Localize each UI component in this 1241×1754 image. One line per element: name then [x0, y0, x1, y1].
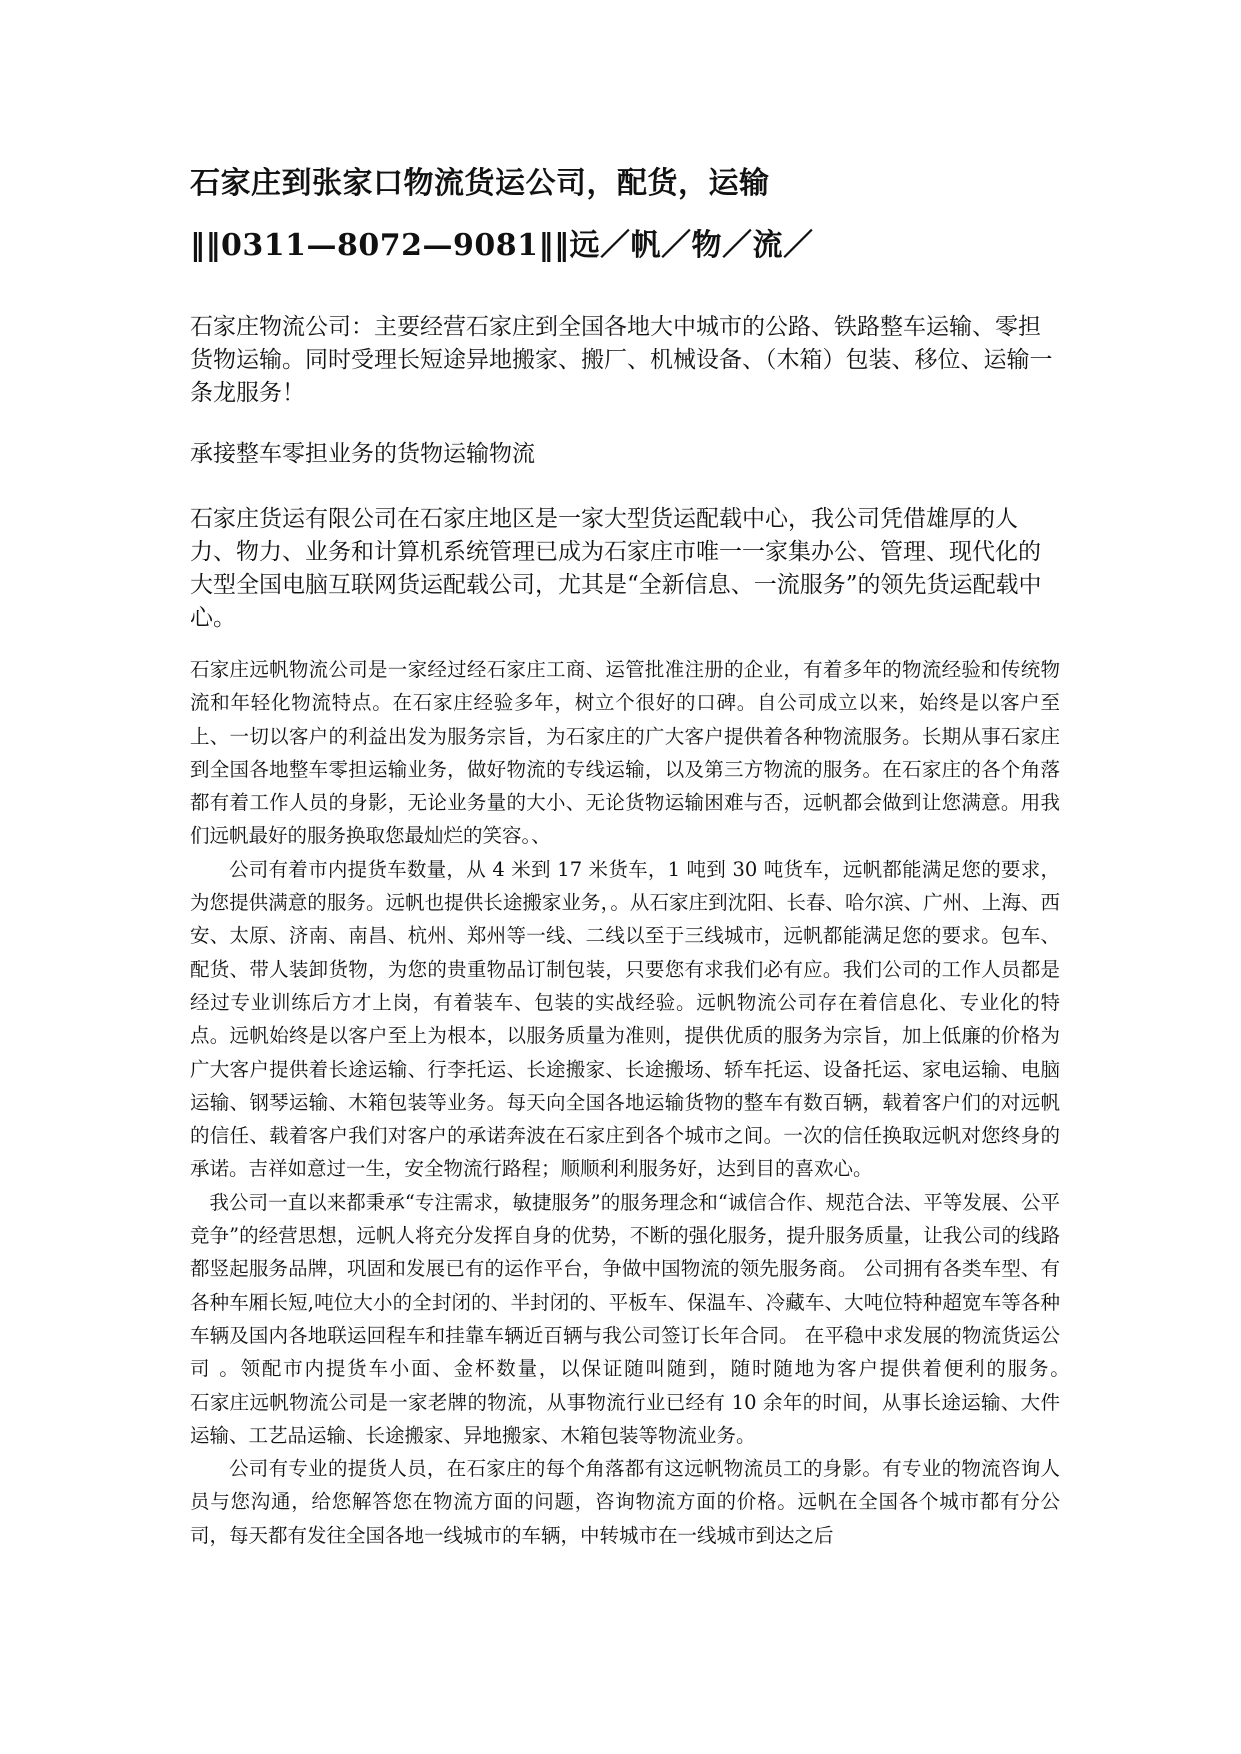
body-text: [190, 653, 1178, 1552]
body-paragraph-2: 公司有着市内提货车数量，从 4 米到 17 米货车，1 吨到 30 吨货车，远帆都能满足您的要求，为您提供满意的服务。远帆也提供长途搬家业务，。从石家庄到沈阳、长春、哈尔滨、广州、上海、西安、太原、济南、南昌、杭州、郑州等一线、二线以至于三线城市，远帆都能满足您的要求。包车、配货、带人装卸货物，为您的贵重物品订制包装，只要您有求我们必有应。我们公司的工作人员都是经过专业训练后方才上岗，有着装车、包装的实战经验。远帆物流公司存在着信息化、专业化的特点。远帆始终是以客户至上为根本，以服务质量为准则，提供优质的服务为宗旨，加上低廉的价格为广大客户提供着长途运输、行李托运、长途搬家、长途搬场、轿车托运、设备托运、家电运输、电脑运输、钢琴运输、木箱包装等业务。每天向全国各地运输货物的整车有数百辆，载着客户们的对远帆的信任、载着客户我们对客户的承诺奔波在石家庄到各个城市之间。一次的信任换取远帆对您终身的承诺。吉祥如意过一生，安全物流行路程；顺顺利利服务好，达到目的喜欢心。: [190, 857, 1060, 1181]
intro-paragraph: 石家庄物流公司：主要经营石家庄到全国各地大中城市的公路、铁路整车运输、零担货物运输。同时受理长短途异地搬家、搬厂、机械设备、（木箱）包装、移位、运输一条龙服务！: [190, 314, 1053, 406]
body-paragraph-1: 石家庄远帆物流公司是一家经过经石家庄工商、运管批准注册的企业，有着多年的物流经验和传统物流和年轻化物流特点。在石家庄经验多年，树立个很好的口碑。自公司成立以来，始终是以客户至上、一切以客户的利益出发为服务宗旨，为石家庄的广大客户提供着各种物流服务。长期从事石家庄到全国各地整车零担运输业务，做好物流的专线运输，以及第三方物流的服务。在石家庄的各个角落都有着工作人员的身影，无论业务量的大小、无论货物运输困难与否，远帆都会做到让您满意。用我们远帆最好的服务换取您最灿烂的笑容。、: [190, 658, 1060, 848]
document-title: 石家庄到张家口物流货运公司，配货，运输: [190, 166, 770, 201]
body-paragraph-3: 我公司一直以来都秉承“专注需求，敏捷服务”的服务理念和“诚信合作、规范合法、平等发展、公平竞争”的经营思想，远帆人将充分发挥自身的优势，不断的强化服务，提升服务质量，让我公司的线路都竖起服务品牌，巩固和发展已有的运作平台，争做中国物流的领先服务商。 公司拥有各类车型、有各种车厢长短,吨位大小的全封闭的、半封闭的、平板车、保温车、冷藏车、大吨位特种超宽车等各种车辆及国内各地联运回程车和挂靠车辆近百辆与我公司签订长年合同。 在平稳中求发展的物流货运公司 。领配市内提货车小面、金杯数量，以保证随叫随到，随时随地为客户提供着便利的服务。 石家庄远帆物流公司是一家老牌的物流，从事物流行业已经有 10 余年的时间，从事长途运输、大件运输、工艺品运输、长途搬家、异地搬家、木箱包装等物流业务。: [190, 1190, 1178, 1447]
company-intro-paragraph: 石家庄货运有限公司在石家庄地区是一家大型货运配载中心，我公司凭借雄厚的人力、物力、业务和计算机系统管理已成为石家庄市唯一一家集办公、管理、现代化的大型全国电脑互联网货运配载公司，尤其是“全新信息、一流服务”的领先货运配载中心。: [190, 506, 1042, 631]
subheading: 承接整车零担业务的货物运输物流: [190, 441, 535, 467]
document-contact-line: ‖‖0311—8072—9081‖‖远／帆／物／流／: [190, 228, 814, 263]
body-paragraph-4: 公司有专业的提货人员，在石家庄的每个角落都有这远帆物流员工的身影。有专业的物流咨询人员与您沟通，给您解答您在物流方面的问题，咨询物流方面的价格。远帆在全国各个城市都有分公司，每天都有发往全国各地一线城市的车辆，中转城市在一线城市到达之后: [190, 1457, 1060, 1547]
